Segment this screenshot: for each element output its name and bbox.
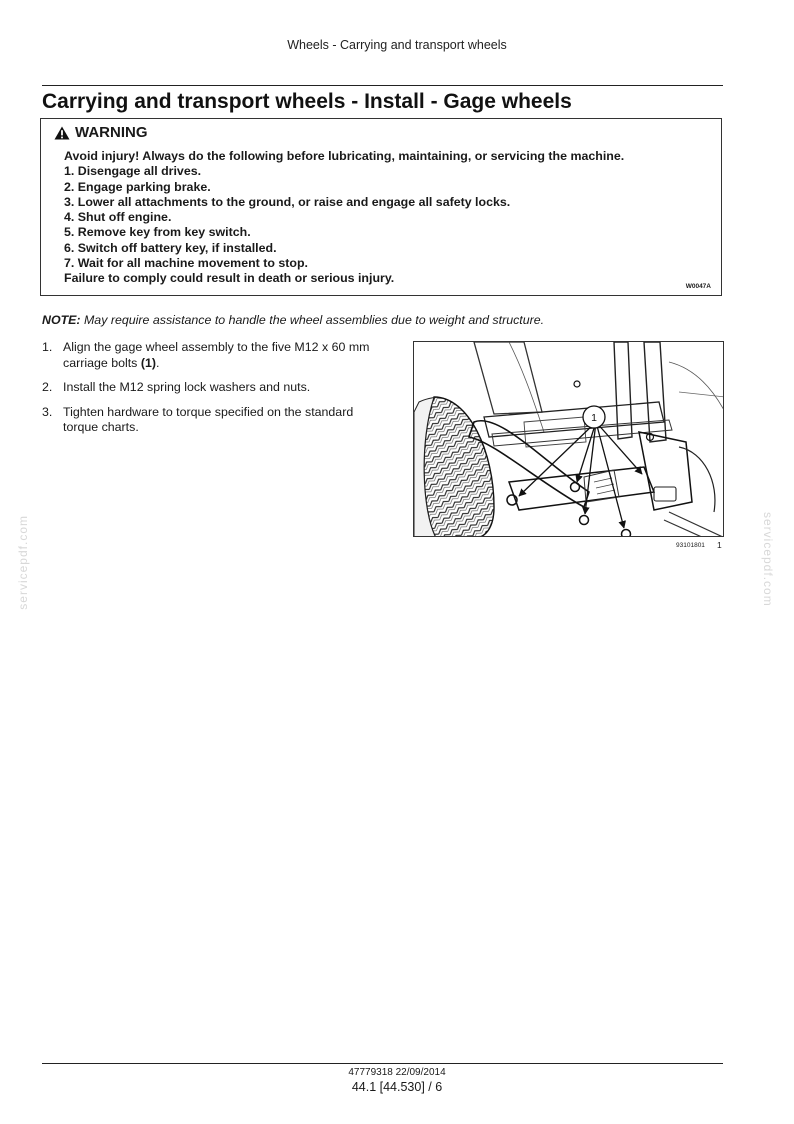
- footer-rule: [42, 1063, 723, 1064]
- warning-item: 7. Wait for all machine movement to stop.: [64, 256, 308, 271]
- gage-wheel-illustration: [414, 342, 724, 537]
- procedure-step: [42, 380, 387, 396]
- procedure-step: [42, 405, 387, 436]
- figure-callout: 1: [591, 412, 597, 424]
- warning-item: 1. Disengage all drives.: [64, 164, 202, 179]
- running-header: Wheels - Carrying and transport wheels: [287, 38, 507, 52]
- warning-item: 2. Engage parking brake.: [64, 179, 211, 194]
- step-text: [63, 340, 387, 371]
- note-label: NOTE:: [42, 313, 81, 327]
- step-text: Tighten hardware to torque specified on the standard torque charts.: [63, 404, 354, 434]
- watermark-left: servicepdf.com: [16, 515, 30, 610]
- note-text: May require assistance to handle the wheel assemblies due to weight and structure.: [80, 313, 545, 327]
- step-number: 2.: [42, 380, 53, 394]
- warning-heading-label: WARNING: [75, 124, 148, 141]
- warning-box: [40, 118, 722, 296]
- footer-document-id: 47779318 22/09/2014: [348, 1067, 446, 1078]
- step-number: 3.: [42, 404, 53, 419]
- warning-heading: [54, 124, 148, 141]
- figure-frame: [413, 341, 724, 537]
- header-rule: [42, 85, 723, 86]
- warning-code: W0047A: [685, 283, 711, 290]
- figure-code: 93101801: [676, 542, 705, 549]
- step-text: Install the M12 spring lock washers and nuts.: [63, 380, 311, 394]
- step-ref: (1): [140, 355, 156, 370]
- step-text-end: .: [155, 355, 160, 370]
- warning-item: 5. Remove key from key switch.: [64, 225, 251, 240]
- warning-intro: Avoid injury! Always do the following before lubricating, maintaining, or servicing the machine.: [64, 149, 625, 163]
- warning-item: 6. Switch off battery key, if installed.: [64, 240, 277, 255]
- warning-triangle-icon: [54, 126, 70, 140]
- procedure-steps: [42, 340, 387, 445]
- step-number: 1.: [42, 340, 53, 354]
- figure-number: 1: [717, 540, 722, 550]
- footer-page-number: 44.1 [44.530] / 6: [351, 1080, 443, 1094]
- step-text-main: Align the gage wheel assembly to the five M12 x 60 mm carriage bolts: [63, 340, 370, 370]
- section-title: Carrying and transport wheels - Install - Gage wheels: [42, 90, 572, 113]
- watermark-right: servicepdf.com: [761, 512, 775, 607]
- warning-item: 4. Shut off engine.: [64, 210, 172, 225]
- warning-list: [64, 164, 624, 271]
- procedure-step: [42, 340, 387, 371]
- warning-body: [64, 149, 624, 287]
- note: [42, 313, 544, 327]
- warning-item: 3. Lower all attachments to the ground, or raise and engage all safety locks.: [64, 194, 511, 209]
- warning-closing: Failure to comply could result in death or serious injury.: [64, 271, 395, 286]
